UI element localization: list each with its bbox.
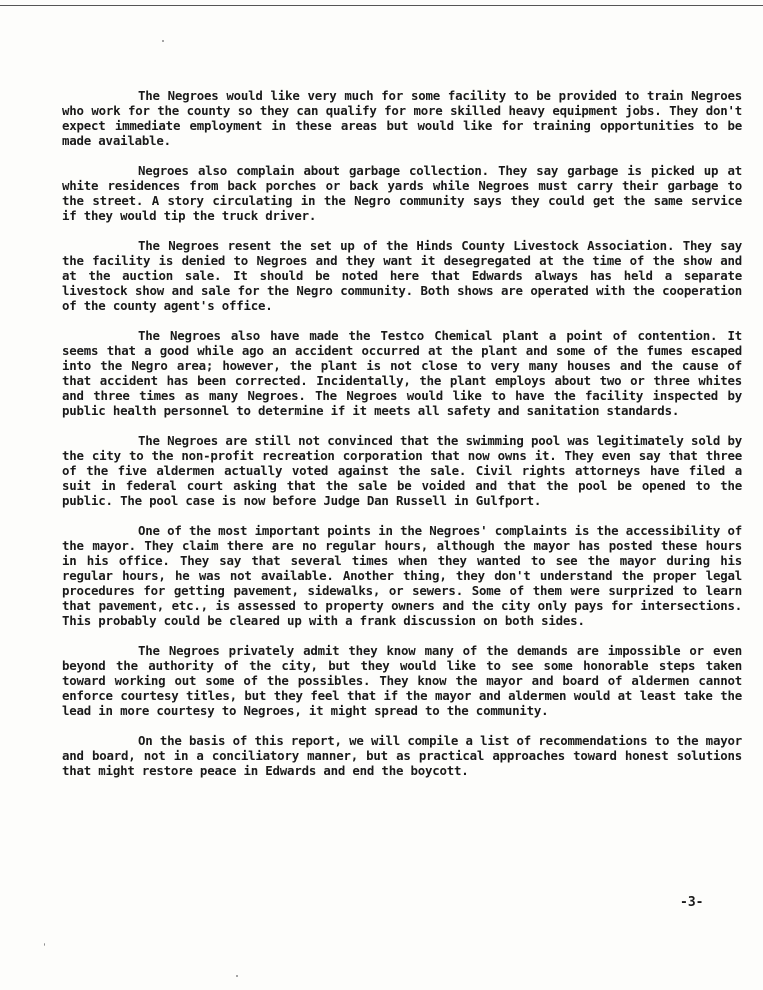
paragraph-recommendations: On the basis of this report, we will compile a list of recommendations to the mayor and board, not in a conciliatory manner, but as practical approaches toward honest solutions that might restore peace in Edwards and end the boycott. [62, 733, 742, 778]
paragraph-chemical-plant: The Negroes also have made the Testco Chemical plant a point of contention. It seems that a good while ago an accident occurred at the plant and some of the fumes escaped into the Negro area; however, the plant is not close to very many houses and the cause of that accident has been corrected. Incidentally, the plant employs about two or three whites and three times as many Negroes. The Negroes would like to have the facility inspected by public health personnel to determine if it meets all safety and sanitation standards. [62, 328, 742, 418]
page-number: -3- [680, 895, 704, 910]
paper-speck [44, 943, 45, 946]
paragraph-swimming-pool: The Negroes are still not convinced that the swimming pool was legitimately sold by the city to the non-profit recreation corporation that now owns it. They even say that three of the five aldermen actually voted against the sale. Civil rights attorneys have filed a suit in federal court asking that the sale be voided and that the pool be opened to the public. The pool case is now before Judge Dan Russell in Gulfport. [62, 433, 742, 508]
paragraph-garbage: Negroes also complain about garbage collection. They say garbage is picked up at white residences from back porches or back yards while Negroes must carry their garbage to the street. A story circulating in the Negro community says they could get the same service if they would tip the truck driver. [62, 163, 742, 223]
paper-speck [236, 975, 238, 977]
paragraph-training: The Negroes would like very much for some facility to be provided to train Negroes who work for the county so they can qualify for more skilled heavy equipment jobs. They don't expect immediate employment in these areas but would like for training opportunities to be made available. [62, 88, 742, 148]
document-body [62, 88, 742, 793]
paragraph-demands: The Negroes privately admit they know many of the demands are impossible or even beyond the authority of the city, but they would like to see some honorable steps taken toward working out some of the possibles. They know the mayor and board of aldermen cannot enforce courtesy titles, but they feel that if the mayor and aldermen would at least take the lead in more courtesy to Negroes, it might spread to the community. [62, 643, 742, 718]
paragraph-livestock: The Negroes resent the set up of the Hinds County Livestock Association. They say the facility is denied to Negroes and they want it desegregated at the time of the show and at the auction sale. It should be noted here that Edwards always has held a separate livestock show and sale for the Negro community. Both shows are operated with the cooperation of the county agent's office. [62, 238, 742, 313]
paper-speck [162, 40, 164, 42]
paragraph-mayor-access: One of the most important points in the Negroes' complaints is the accessibility of the mayor. They claim there are no regular hours, although the mayor has posted these hours in his office. They say that several times when they wanted to see the mayor during his regular hours, he was not available. Another thing, they don't understand the proper legal procedures for getting pavement, sidewalks, or sewers. Some of them were surprized to learn that pavement, etc., is assessed to property owners and the city only pays for intersections. This probably could be cleared up with a frank discussion on both sides. [62, 523, 742, 628]
page-top-edge [0, 0, 763, 6]
